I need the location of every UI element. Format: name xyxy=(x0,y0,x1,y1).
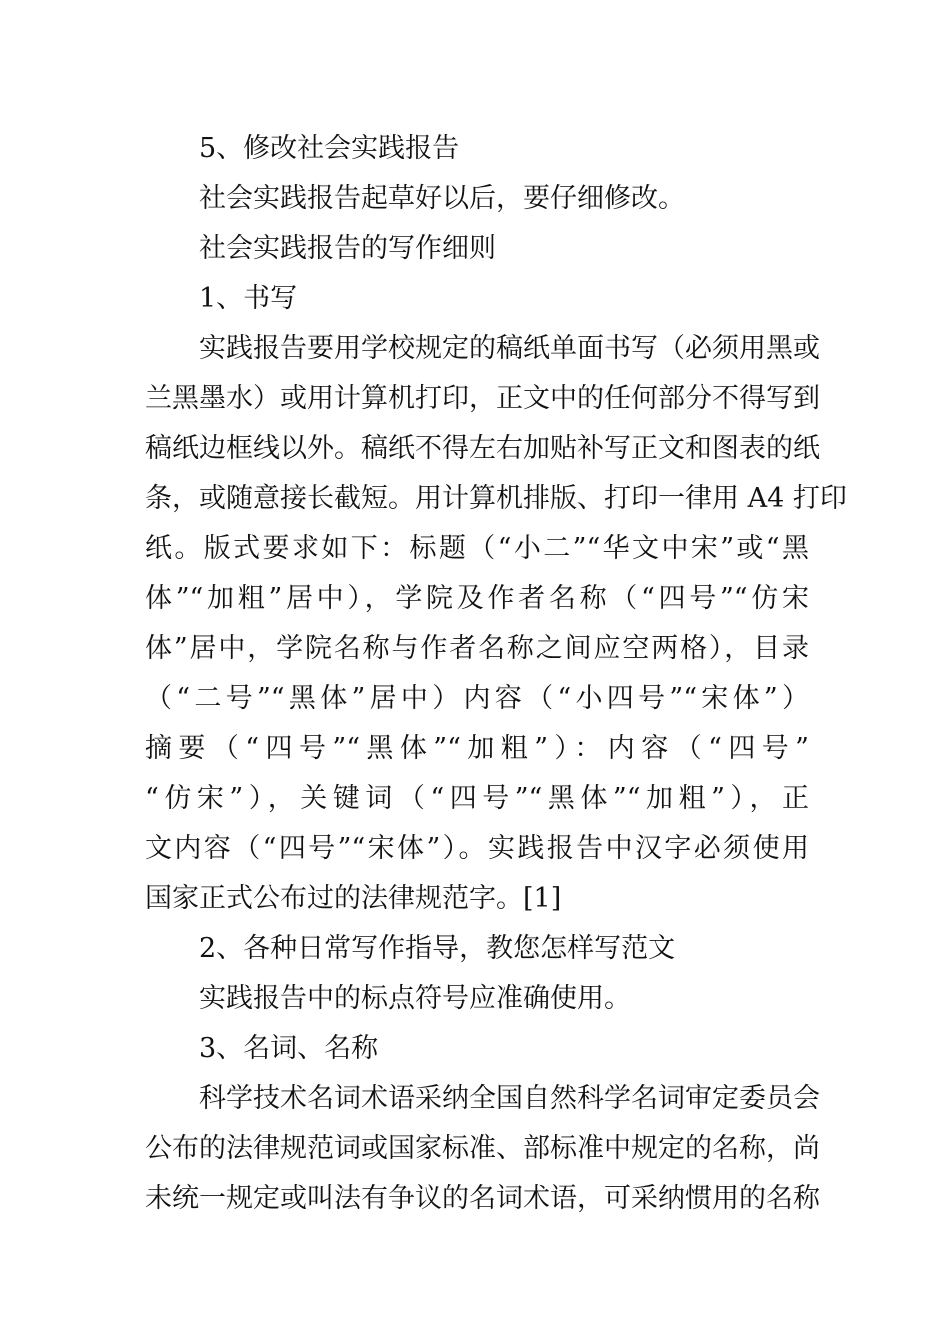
text-line: 体”“加粗”居中），学院及作者名称（“四号”“仿宋 xyxy=(145,583,809,614)
text-line: 未统一规定或叫法有争议的名词术语，可采纳惯用的名称 xyxy=(145,1183,820,1214)
text-line: 1、书写 xyxy=(199,283,298,314)
text-line: 摘要（“四号”“黑体”“加粗”）：内容（“四号” xyxy=(145,733,809,764)
text-line: 5、修改社会实践报告 xyxy=(199,133,460,164)
text-line: 科学技术名词术语采纳全国自然科学名词审定委员会 xyxy=(199,1083,820,1114)
text-line: 文内容（“四号”“宋体”）。实践报告中汉字必须使用 xyxy=(145,833,809,864)
text-line: 稿纸边框线以外。稿纸不得左右加贴补写正文和图表的纸 xyxy=(145,433,820,464)
text-line: 实践报告中的标点符号应准确使用。 xyxy=(199,983,631,1014)
text-line: 3、名词、名称 xyxy=(199,1033,379,1064)
text-line: 纸。版式要求如下：标题（“小二”“华文中宋”或“黑 xyxy=(145,533,809,564)
text-line: （“二号”“黑体”居中）内容（“小四号”“宋体”） xyxy=(145,683,809,714)
text-line: 体”居中，学院名称与作者名称之间应空两格），目录 xyxy=(145,633,809,664)
text-line: 实践报告要用学校规定的稿纸单面书写（必须用黑或 xyxy=(199,333,820,364)
text-line: 社会实践报告的写作细则 xyxy=(199,233,496,264)
text-line: 国家正式公布过的法律规范字。[1] xyxy=(145,883,562,914)
text-line: 2、各种日常写作指导，教您怎样写范文 xyxy=(199,933,676,964)
text-line: 公布的法律规范词或国家标准、部标准中规定的名称，尚 xyxy=(145,1133,820,1164)
text-line: “仿宋”），关键词（“四号”“黑体”“加粗”），正 xyxy=(145,783,809,814)
text-line: 兰黑墨水）或用计算机打印，正文中的任何部分不得写到 xyxy=(145,383,820,414)
document-body xyxy=(145,124,847,1224)
text-line: 条，或随意接长截短。用计算机排版、打印一律用 A4 打印 xyxy=(145,483,847,514)
text-line: 社会实践报告起草好以后，要仔细修改。 xyxy=(199,183,685,214)
